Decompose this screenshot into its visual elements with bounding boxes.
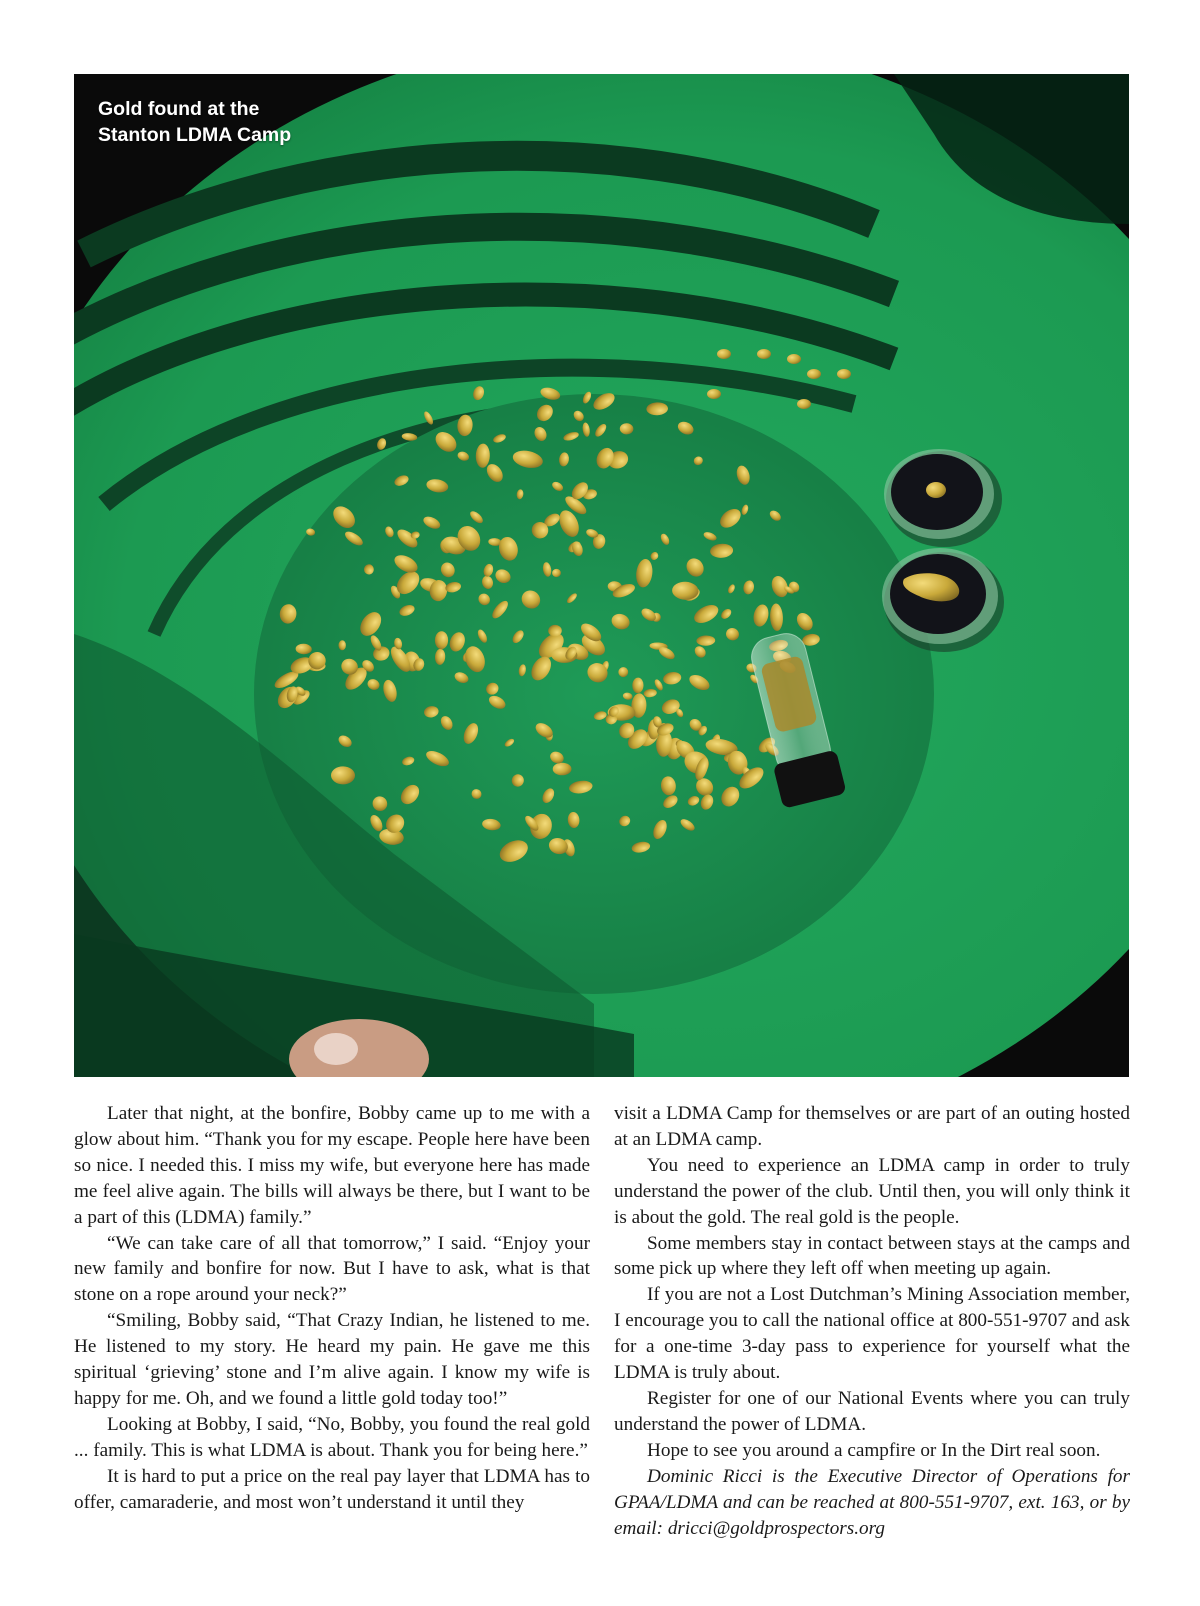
- gold-nugget: [717, 349, 731, 359]
- paragraph: visit a LDMA Camp for themselves or are part of an outing hosted at an LDMA camp.: [614, 1103, 1130, 1150]
- caption-line-1: Gold found at the: [98, 98, 260, 120]
- article-body: [74, 1101, 1129, 1561]
- paragraph: Looking at Bobby, I said, “No, Bobby, you found the real gold ... family. This is what LDMA is about. Thank you for being here.”: [74, 1413, 590, 1461]
- paragraph: If you are not a Lost Dutchman’s Mining Association member, I encourage you to call the national office at 800-551-9707 and ask for a one-time 3-day pass to experience for yourself what the LDMA is truly about.: [614, 1284, 1130, 1384]
- paragraph: “Smiling, Bobby said, “That Crazy Indian, he listened to me. He listened to my story. He heard my pain. He gave me this spiritual ‘grieving’ stone and I’m alive again. I know my wife is happy for me. Oh, and we found a little gold today too!”: [74, 1310, 590, 1409]
- gold-nugget: [787, 354, 801, 364]
- paragraph: It is hard to put a price on the real pay layer that LDMA has to offer, camaraderie, and most won’t understand it until they: [74, 1465, 590, 1513]
- gold-pan-image: [74, 74, 1129, 1077]
- paragraph: Register for one of our National Events where you can truly understand the power of LDMA.: [614, 1387, 1130, 1435]
- caption-line-2: Stanton LDMA Camp: [98, 124, 292, 146]
- gold-nugget: [757, 349, 771, 359]
- gold-nugget: [553, 763, 572, 776]
- photo-caption: [98, 96, 291, 148]
- gold-nugget: [552, 569, 561, 577]
- gold-nugget: [807, 369, 821, 379]
- article-column-left: [74, 1101, 590, 1516]
- gold-nugget: [797, 399, 811, 409]
- paragraph: Later that night, at the bonfire, Bobby came up to me with a glow about him. “Thank you for my escape. People here have been so nice. I needed this. I miss my wife, but everyone here has made me feel alive again. The bills will always be there, but I want to be a part of this (LDMA) family.”: [74, 1103, 590, 1228]
- gold-nugget: [707, 389, 721, 399]
- gold-pan-photo: [74, 74, 1129, 1077]
- paragraph: You need to experience an LDMA camp in order to truly understand the power of the club. Until then, you will only think it is about the gold. The real gold is the people.: [614, 1154, 1130, 1228]
- gold-nugget: [837, 369, 851, 379]
- author-byline: Dominic Ricci is the Executive Director of Operations for GPAA/LDMA and can be reached at 800-551-9707, ext. 163, or by email: dricci@goldprospectors.org: [614, 1465, 1130, 1539]
- article-column-right: [614, 1101, 1130, 1541]
- paragraph: Hope to see you around a campfire or In the Dirt real soon.: [647, 1439, 1101, 1461]
- paragraph: “We can take care of all that tomorrow,” I said. “Enjoy your new family and bonfire for now. But I have to ask, what is that stone on a rope around your neck?”: [74, 1232, 590, 1306]
- paragraph: Some members stay in contact between stays at the camps and some pick up where they left off when meeting up again.: [614, 1232, 1130, 1280]
